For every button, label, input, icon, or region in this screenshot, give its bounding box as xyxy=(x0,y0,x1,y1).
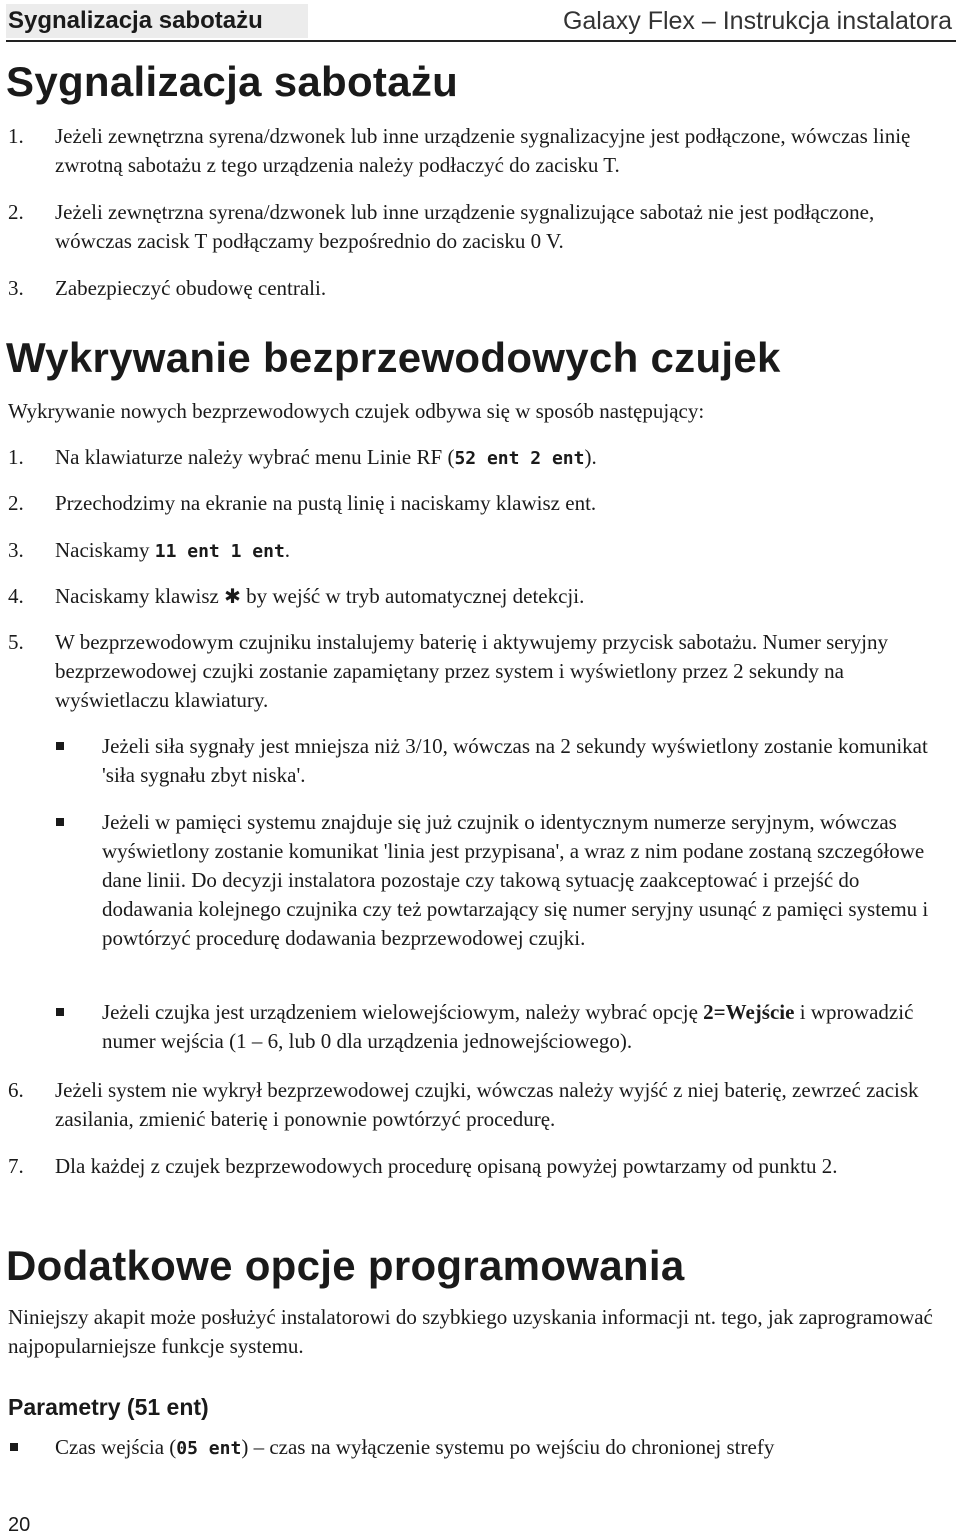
list-item-text: Jeżeli system nie wykrył bezprzewodowej czujki, wówczas należy wyjść z niej baterię, zewrzeć zacisk zasilania, zmienić baterię i ponownie powtórzyć procedurę. xyxy=(55,1078,919,1131)
header-manual-title: Galaxy Flex – Instrukcja instalatora xyxy=(562,7,952,35)
list-number: 3. xyxy=(8,538,24,562)
key-sequence: 11 ent 1 ent xyxy=(154,541,285,562)
list-number: 4. xyxy=(8,584,24,608)
section-title-programming: Dodatkowe opcje programowania xyxy=(6,1242,685,1289)
list-item-text: Dla każdej z czujek bezprzewodowych procedurę opisaną powyżej powtarzamy od punktu 2. xyxy=(55,1154,838,1178)
list-item-text: Przechodzimy na ekranie na pustą linię i naciskamy klawisz ent. xyxy=(55,491,597,515)
list-number: 3. xyxy=(8,276,24,300)
header-section-title: Sygnalizacja sabotażu xyxy=(6,4,308,38)
list-number: 5. xyxy=(8,630,24,654)
page-number: 20 xyxy=(8,1514,31,1536)
bullet-square-icon xyxy=(56,1008,64,1016)
list-item-text: Jeżeli zewnętrzna syrena/dzwonek lub inne urządzenie sygnalizacyjne jest podłączone, wówczas linię zwrotną sabotażu z tego urządzenia należy podłaczyć do zacisku T. xyxy=(55,124,911,177)
list-number: 2. xyxy=(8,491,24,515)
list-item-text: Zabezpieczyć obudowę centrali. xyxy=(55,276,327,300)
option-name: 2=Wejście xyxy=(703,1000,795,1024)
list-item-text: Naciskamy 11 ent 1 ent. xyxy=(55,538,291,562)
list-item-text: Naciskamy klawisz ✱ by wejść w tryb automatycznej detekcji. xyxy=(55,582,950,612)
bullet-square-icon xyxy=(10,1443,18,1451)
list-number: 7. xyxy=(8,1154,24,1178)
list-item-text: Na klawiaturze należy wybrać menu Linie RF (52 ent 2 ent). xyxy=(55,445,597,469)
section-title-wireless: Wykrywanie bezprzewodowych czujek xyxy=(6,334,781,381)
section-intro: Niniejszy akapit może posłużyć instalatorowi do szybkiego uzyskania informacji nt. tego, jak zaprogramować najpopularniejsze funkcje systemu. xyxy=(8,1305,933,1358)
bullet-text: Czas wejścia (05 ent) – czas na wyłączenie systemu po wejściu do chronionej strefy xyxy=(55,1435,775,1459)
list-item-text: Jeżeli zewnętrzna syrena/dzwonek lub inne urządzenie sygnalizujące sabotaż nie jest podłączone, wówczas zacisk T podłączamy bezpośrednio do zacisku 0 V. xyxy=(55,200,875,253)
list-item-text: W bezprzewodowym czujniku instalujemy baterię i aktywujemy przycisk sabotażu. Numer seryjny bezprzewodowej czujki zostanie zapamiętany przez system i wyświetlony przez 2 sekundy na wyświetlaczu klawiatury. xyxy=(55,630,888,712)
page-header xyxy=(6,0,956,42)
list-number: 1. xyxy=(8,124,24,148)
bullet-square-icon xyxy=(56,818,64,826)
section-title-tamper: Sygnalizacja sabotażu xyxy=(6,58,459,105)
subsection-title: Parametry (51 ent) xyxy=(8,1394,209,1420)
key-sequence: 52 ent 2 ent xyxy=(454,448,585,469)
bullet-square-icon xyxy=(56,742,64,750)
section-intro: Wykrywanie nowych bezprzewodowych czujek odbywa się w sposób następujący: xyxy=(8,399,705,423)
key-sequence: 05 ent xyxy=(176,1438,242,1459)
bullet-text: Jeżeli w pamięci systemu znajduje się już czujnik o identycznym numerze seryjnym, wówczas wyświetlony zostanie komunikat 'linia jest przypisana', a wraz z nim podane zostaną szczegółowe dane linii. Do decyzji instalatora pozostaje czy takową sytuację zaakceptować i przejść do dodawania kolejnego czujnika czy też powtarzający się numer seryjny usunąć z pamięci systemu i powtórzyć procedurę dodawania bezprzewodowej czujki. xyxy=(102,810,929,950)
list-number: 2. xyxy=(8,200,24,224)
bullet-text: Jeżeli siła sygnały jest mniejsza niż 3/10, wówczas na 2 sekundy wyświetlony zostanie komunikat 'siła sygnału zbyt niska'. xyxy=(102,734,928,787)
list-number: 1. xyxy=(8,445,24,469)
list-number: 6. xyxy=(8,1078,24,1102)
star-key-icon: ✱ xyxy=(224,586,241,608)
bullet-text: Jeżeli czujka jest urządzeniem wielowejściowym, należy wybrać opcję 2=Wejście i wprowadzić numer wejścia (1 – 6, lub 0 dla urządzenia jednowejściowego). xyxy=(102,1000,914,1053)
